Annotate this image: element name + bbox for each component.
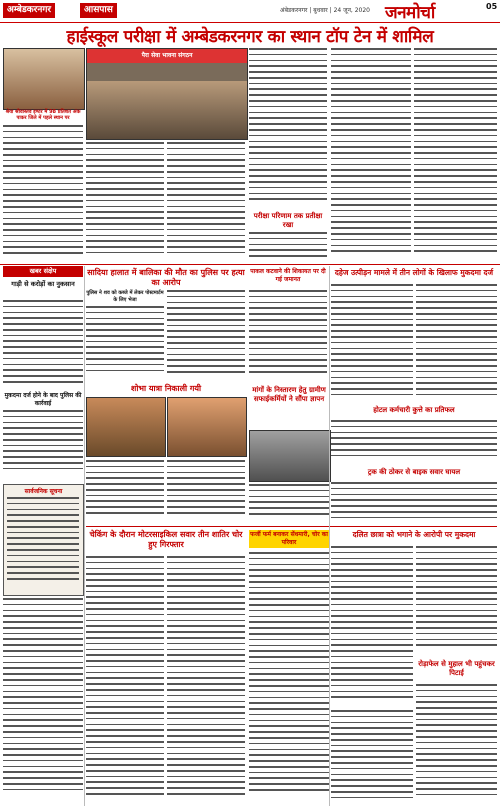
story5-col1 — [331, 284, 413, 404]
lead-headline: हाईस्कूल परीक्षा में अम्बेडकरनगर का स्थान टॉप टेन में शामिल — [66, 27, 434, 47]
photo-banner: पैरा सेवा भावना संगठन — [87, 49, 247, 63]
lead-column-3 — [167, 142, 245, 262]
story8-col1 — [331, 710, 413, 806]
story5-headline: दहेज उत्पीड़न मामले में तीन लोगों के खिलाफ मुकदमा दर्ज — [334, 268, 494, 277]
lead-column-1 — [3, 125, 83, 263]
news-brief-tag: खबर संक्षेप — [3, 266, 83, 277]
story1-headline: सादिया हालात में बालिका की मौत का पुलिस पर हत्या का आरोप — [87, 268, 245, 287]
story5-col2 — [416, 284, 497, 404]
section-tag-aaspaas: आसपास — [80, 3, 117, 18]
story2-col1 — [86, 460, 164, 522]
notice-title: सार्वजनिक सूचना — [24, 488, 63, 495]
lead-photo-caption: श्रेया श्रीवास्तव इण्टर में 98 प्रतिशत अंक पाकर जिले में पहले स्थान पर — [5, 109, 81, 121]
story2-col2 — [167, 460, 245, 522]
story11-text — [249, 552, 329, 806]
story11-headline: फर्जी फर्म बनाकर सेंधमारी, चोर का परिवार — [250, 531, 328, 546]
story3-headline: मांगों के निस्तारण हेतु ग्रामीण सफाईकर्मियों ने सौंपा ज्ञापन — [252, 386, 326, 403]
lead-column-6 — [414, 48, 497, 262]
procession-photo-1 — [86, 397, 166, 457]
left-column-bottom — [3, 598, 83, 806]
divider — [0, 264, 500, 265]
story8-col2 — [416, 684, 497, 806]
story7-headline: दलित छात्रा को भगाने के आरोपी पर मुकदमा — [352, 530, 476, 539]
divider-2 — [86, 526, 497, 527]
section-tag: अम्बेडकरनगर — [3, 3, 55, 18]
masthead — [0, 0, 500, 23]
story6-text — [331, 420, 497, 464]
story3-text — [249, 484, 329, 524]
story13-headline: रोड़ाफेल से मुहाल भी पहुंचकर पिटाई — [418, 660, 495, 677]
story4-headline: चेकिंग के दौरान मोटरसाइकिल सवार तीन शातिर चोर हुए गिरफ्तार — [89, 530, 243, 549]
story6-headline: होटल कर्मचारी कुत्ते का प्रतिफल — [373, 406, 455, 414]
column-rule-2 — [329, 266, 330, 806]
story1-col1 — [86, 306, 164, 380]
story4-col2 — [167, 556, 245, 806]
public-notice — [3, 484, 84, 596]
student-photo — [3, 48, 85, 110]
left-story-text-2 — [3, 410, 83, 480]
left-story-subhead: मुकदमा दर्ज होने के बाद पुलिस की कार्रवाई — [4, 392, 82, 407]
lead-column-4 — [249, 48, 327, 208]
story9-text — [331, 482, 497, 524]
column-rule — [84, 266, 85, 806]
story4-col1 — [86, 556, 164, 806]
memorandum-photo — [249, 430, 331, 482]
notice-text — [7, 497, 79, 591]
dateline: अंबेडकरनगर | बुधवार | 24 जून, 2020 — [280, 7, 370, 14]
story7-col2 — [416, 546, 497, 656]
result-subhead: परीक्षा परिणाम तक प्रतीक्षा रखा — [253, 212, 323, 229]
left-story-text — [3, 300, 83, 388]
story1-subhead: पुलिस ने शव को कब्जे में लेकर पोस्टमार्टम के लिए भेजा — [86, 290, 164, 303]
story9-headline: ट्रक की ठोकर से बाइक सवार घायल — [367, 468, 461, 476]
lead-column-2 — [86, 142, 164, 262]
group-photo — [86, 48, 248, 140]
newspaper-logo: जनमोर्चा — [385, 3, 435, 23]
lead-column-5 — [331, 48, 411, 262]
story2-headline: शोभा यात्रा निकाली गयी — [130, 384, 202, 393]
story12-headline: पाकल कटवाने की शिकायत पर दी गई जमानत — [250, 268, 326, 283]
left-story-headline: गाड़ी से करोड़ों का नुकसान — [11, 280, 75, 288]
story7-col1 — [331, 546, 413, 706]
story1-col2 — [167, 290, 245, 380]
procession-photo-2 — [167, 397, 247, 457]
lead-column-4b — [249, 232, 327, 262]
page-number: 05 — [486, 2, 498, 11]
story12-text — [249, 290, 327, 380]
